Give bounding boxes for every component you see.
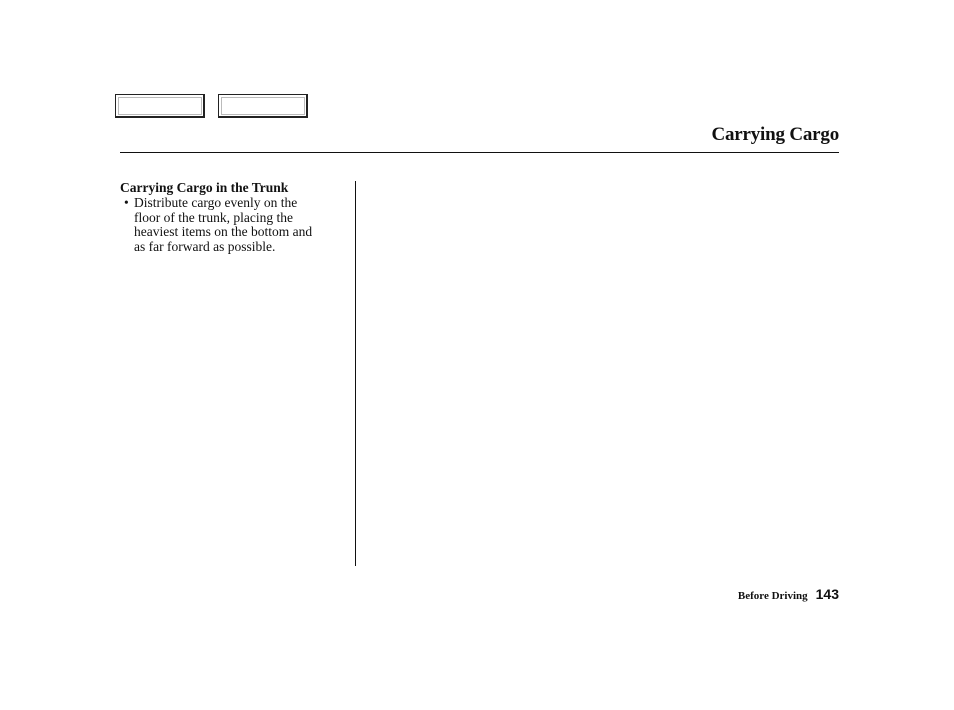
section-carrying-cargo-in-trunk: [120, 180, 344, 255]
bullet-text-line: heaviest items on the bottom and: [134, 224, 313, 240]
page-title: Carrying Cargo: [711, 124, 839, 145]
bullet-text-line: as far forward as possible.: [134, 239, 276, 255]
next-page-button[interactable]: [218, 94, 308, 118]
bullet-list: [120, 196, 344, 255]
previous-page-button-face: [118, 97, 202, 115]
list-item: [120, 196, 344, 255]
column-divider: [355, 181, 356, 566]
title-rule: [120, 152, 839, 153]
page-number: 143: [815, 586, 839, 602]
section-heading: Carrying Cargo in the Trunk: [120, 180, 289, 195]
next-page-button-face: [221, 97, 305, 115]
footer-section-name: Before Driving: [737, 590, 808, 602]
bullet-text-line: floor of the trunk, placing the: [134, 209, 293, 225]
previous-page-button[interactable]: [115, 94, 205, 118]
page-footer: [738, 586, 839, 604]
bullet-marker: •: [124, 195, 129, 210]
bullet-text-line: Distribute cargo evenly on the: [134, 195, 298, 210]
